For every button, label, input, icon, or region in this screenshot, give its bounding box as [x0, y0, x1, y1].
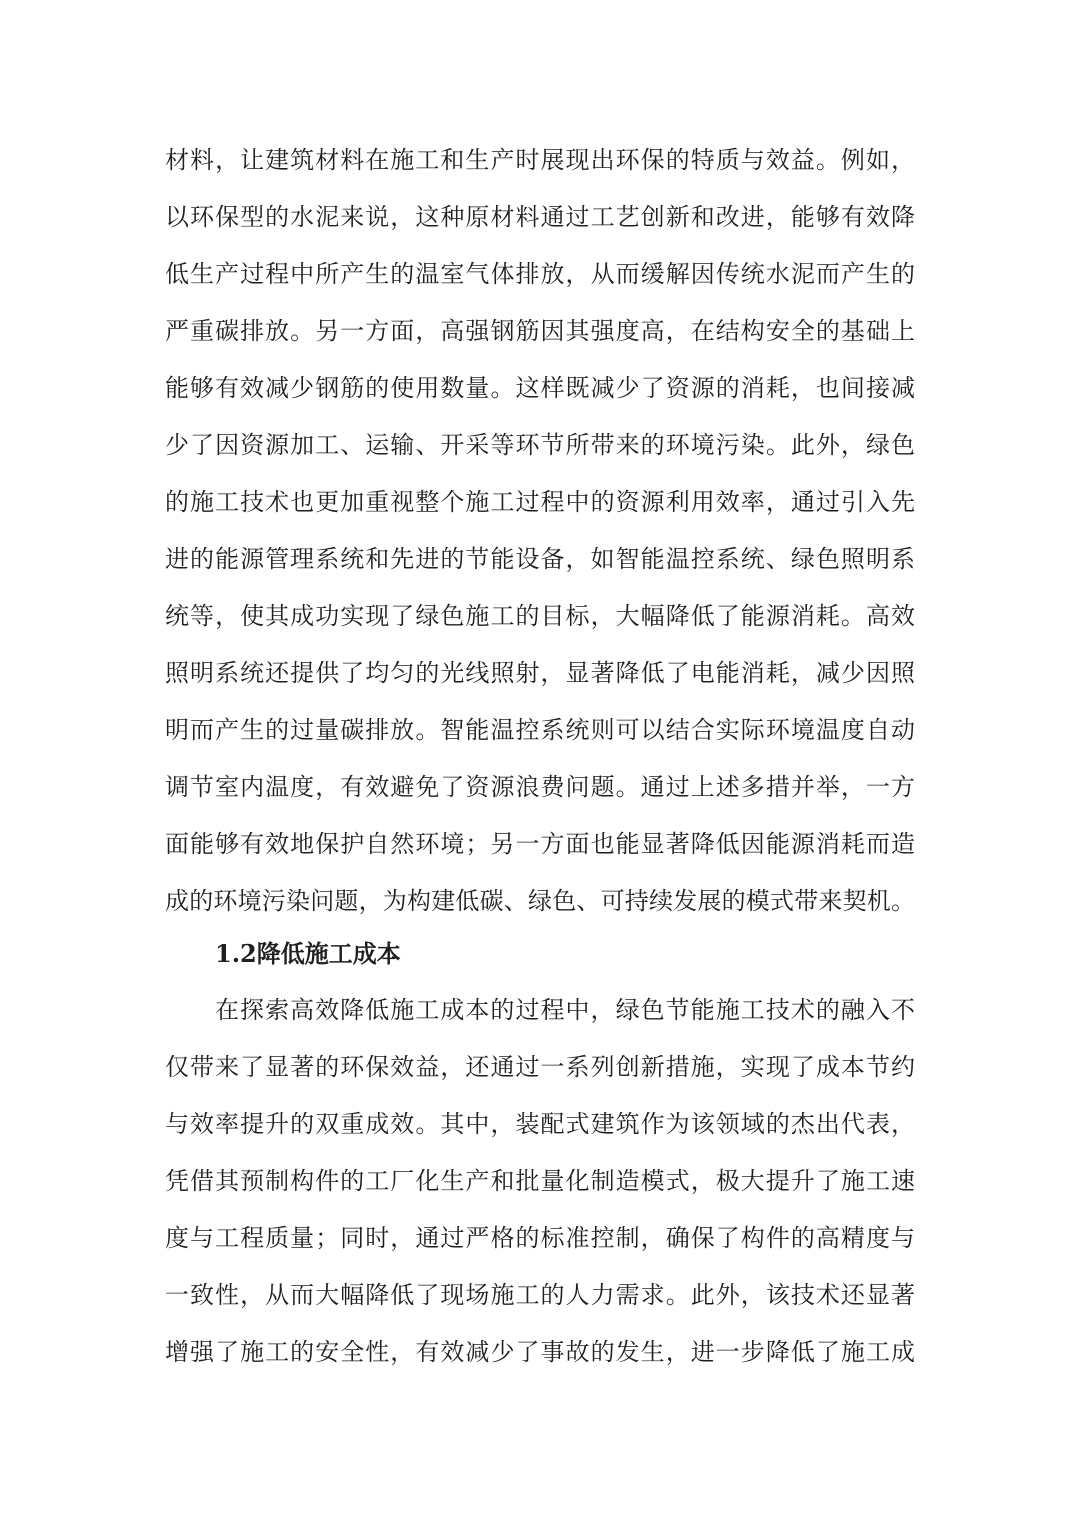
paragraph1-line-1: 材料，让建筑材料在施工和生产时展现出环保的特质与效益。例如， [165, 146, 915, 174]
paragraph1-line-12: 调节室内温度，有效避免了资源浪费问题。通过上述多措并举，一方 [165, 773, 915, 801]
section-heading: 1.2降低施工成本 [215, 939, 401, 968]
paragraph1-line-9: 统等，使其成功实现了绿色施工的目标，大幅降低了能源消耗。高效 [165, 602, 915, 630]
paragraph1-line-13: 面能够有效地保护自然环境；另一方面也能显著降低因能源消耗而造 [165, 830, 915, 858]
paragraph2-line-5: 度与工程质量；同时，通过严格的标准控制，确保了构件的高精度与 [165, 1224, 915, 1252]
paragraph1-line-8: 进的能源管理系统和先进的节能设备，如智能温控系统、绿色照明系 [165, 545, 915, 573]
paragraph1-line-7: 的施工技术也更加重视整个施工过程中的资源利用效率，通过引入先 [165, 488, 915, 516]
paragraph2-line-7: 增强了施工的安全性，有效减少了事故的发生，进一步降低了施工成 [165, 1338, 915, 1366]
paragraph1-line-2: 以环保型的水泥来说，这种原材料通过工艺创新和改进，能够有效降 [165, 203, 915, 231]
paragraph1-line-5: 能够有效减少钢筋的使用数量。这样既减少了资源的消耗，也间接减 [165, 374, 915, 402]
paragraph2-line-3: 与效率提升的双重成效。其中，装配式建筑作为该领域的杰出代表， [165, 1110, 915, 1138]
paragraph1-line-14: 成的环境污染问题，为构建低碳、绿色、可持续发展的模式带来契机。 [165, 887, 915, 915]
paragraph2-line-4: 凭借其预制构件的工厂化生产和批量化制造模式，极大提升了施工速 [165, 1167, 915, 1195]
paragraph2-line-6: 一致性，从而大幅降低了现场施工的人力需求。此外，该技术还显著 [165, 1281, 915, 1309]
paragraph1-line-3: 低生产过程中所产生的温室气体排放，从而缓解因传统水泥而产生的 [165, 260, 915, 288]
paragraph1-line-4: 严重碳排放。另一方面，高强钢筋因其强度高，在结构安全的基础上 [165, 317, 915, 345]
paragraph1-line-11: 明而产生的过量碳排放。智能温控系统则可以结合实际环境温度自动 [165, 716, 915, 744]
paragraph2-line-1: 在探索高效降低施工成本的过程中，绿色节能施工技术的融入不 [215, 996, 915, 1024]
paragraph2-line-2: 仅带来了显著的环保效益，还通过一系列创新措施，实现了成本节约 [165, 1053, 915, 1081]
paragraph1-line-10: 照明系统还提供了均匀的光线照射，显著降低了电能消耗，减少因照 [165, 659, 915, 687]
paragraph1-line-6: 少了因资源加工、运输、开采等环节所带来的环境污染。此外，绿色 [165, 431, 915, 459]
